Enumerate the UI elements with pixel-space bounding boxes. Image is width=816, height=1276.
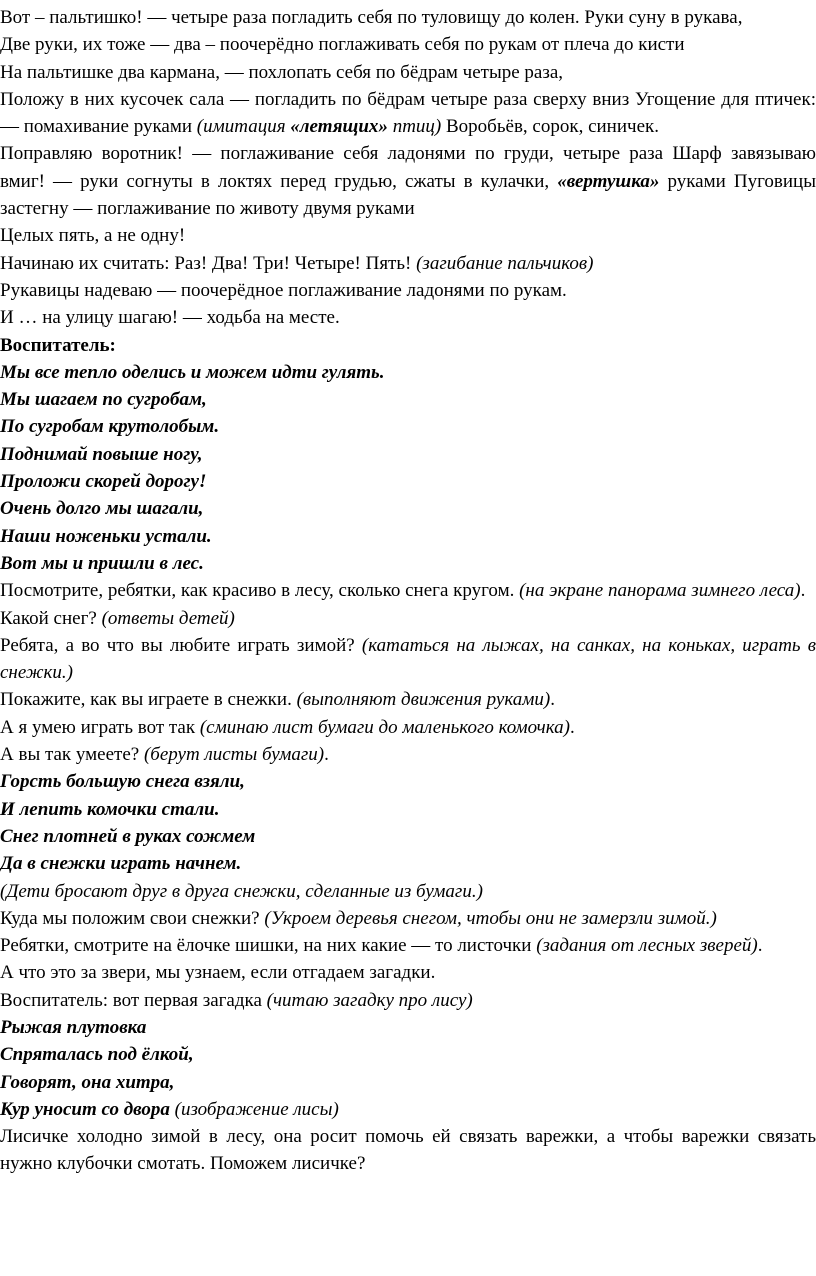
document-page <box>0 4 816 1178</box>
stage-direction: (Дети бросают друг в друга снежки, сделанные из бумаги.) <box>0 880 483 902</box>
text-span: Лисичке холодно зимой в лесу, она росит помочь ей связать варежки, а чтобы варежки связать нужно клубочки смотать. Поможем лисичке? <box>0 1126 816 1175</box>
text-line <box>0 686 816 713</box>
verse-line: Снег плотней в руках сожмем <box>0 825 256 847</box>
text-line <box>0 4 816 31</box>
verse-line: Рыжая плутовка <box>0 1016 147 1038</box>
text-span: Целых пять, а не одну! <box>0 225 186 247</box>
text-span: И … на улицу шагаю! — ходьба на месте. <box>0 307 340 329</box>
text-span: . <box>800 580 806 602</box>
text-paragraph <box>0 577 816 604</box>
text-span: Воспитатель: вот первая загадка <box>0 989 267 1011</box>
italic-span: (читаю загадку про лису) <box>266 989 473 1011</box>
text-line <box>0 959 816 986</box>
text-span: Положу в них кусочек сала — погладить по бёдрам четыре раза сверху вниз Угощение для птичек: — помахивание руками <box>0 88 816 138</box>
text-line <box>0 277 816 304</box>
verse-line: Очень долго мы шагали, <box>0 498 204 520</box>
speaker-label: Воспитатель: <box>0 334 116 356</box>
text-span: Начинаю их считать: Раз! Два! Три! Четыре! Пять! <box>0 252 417 274</box>
verse-line: По сугробам крутолобым. <box>0 416 220 438</box>
verse-line: Да в снежки играть начнем. <box>0 853 242 875</box>
text-span: А я умею играть вот так <box>0 716 200 738</box>
text-span: руками Пуговицы застегну — поглаживание по животу двумя руками <box>0 170 816 220</box>
text-span: . <box>324 744 329 766</box>
verse-line: Мы все тепло оделись и можем идти гулять. <box>0 361 385 383</box>
text-line <box>0 987 816 1014</box>
text-span: На пальтишке два кармана, — похлопать себя по бёдрам четыре раза, <box>0 61 564 83</box>
verse-line: Наши ноженьки устали. <box>0 525 212 547</box>
italic-span: птиц) <box>387 116 442 138</box>
verse-line: Горсть большую снега взяли, <box>0 771 245 793</box>
text-span: Две руки, их тоже — два – поочерёдно поглаживать себя по рукам от плеча до кисти <box>0 34 685 56</box>
text-line <box>0 304 816 331</box>
text-line <box>0 605 816 632</box>
italic-span: (ответы детей) <box>101 607 235 629</box>
italic-span: (загибание пальчиков) <box>416 252 594 274</box>
text-paragraph <box>0 1123 816 1178</box>
text-line <box>0 59 816 86</box>
verse-line <box>0 1096 816 1123</box>
italic-span: (выполняют движения руками) <box>296 689 551 711</box>
text-span: Воробьёв, сорок, синичек. <box>441 116 659 138</box>
verse-line: Мы шагаем по сугробам, <box>0 389 207 411</box>
text-line <box>0 222 816 249</box>
verse-line: Вот мы и пришли в лес. <box>0 552 204 574</box>
text-line <box>0 741 816 768</box>
text-span: Ребятки, смотрите на ёлочке шишки, на них какие — то листочки <box>0 935 537 957</box>
text-span: А что это за звери, мы узнаем, если отгадаем загадки. <box>0 962 436 984</box>
text-span: Ребята, а во что вы любите играть зимой? <box>0 634 362 656</box>
text-span: Рукавицы надеваю — поочерёдное поглаживание ладонями по рукам. <box>0 279 567 301</box>
text-span: А вы так умеете? <box>0 744 144 766</box>
italic-span: (изображение лисы) <box>169 1098 339 1120</box>
verse-span: Кур уносит со двора <box>0 1098 170 1120</box>
text-span: . <box>550 689 555 711</box>
text-span: Куда мы положим свои снежки? <box>0 907 265 929</box>
text-span: Посмотрите, ребятки, как красиво в лесу, сколько снега кругом. <box>0 580 520 602</box>
text-line <box>0 905 816 932</box>
verse-line: Говорят, она хитра, <box>0 1071 175 1093</box>
text-span: . <box>570 716 575 738</box>
bold-italic-span: «вертушка» <box>557 170 660 192</box>
text-paragraph <box>0 932 816 959</box>
verse-line: Спряталась под ёлкой, <box>0 1044 194 1066</box>
verse-line: Проложи скорей дорогу! <box>0 471 207 493</box>
italic-span: (задания от лесных зверей) <box>536 935 758 957</box>
verse-line: Поднимай повыше ногу, <box>0 443 203 465</box>
italic-span: (берут листы бумаги) <box>143 744 325 766</box>
text-line <box>0 714 816 741</box>
text-line <box>0 31 816 58</box>
verse-line: И лепить комочки стали. <box>0 798 220 820</box>
italic-span: (на экране панорама зимнего леса) <box>519 580 801 602</box>
text-span: Поправляю воротник! — поглаживание себя ладонями по груди, четыре раза Шарф завязываю вмиг! — руки согнуты в локтях перед грудью, сжаты в кулачки, <box>0 143 816 192</box>
text-line <box>0 250 816 277</box>
text-span: Вот – пальтишко! — четыре раза погладить себя по туловищу до колен. Руки суну в рукава, <box>0 7 743 28</box>
text-span: Покажите, как вы играете в снежки. <box>0 689 297 711</box>
text-span: . <box>757 935 763 957</box>
text-paragraph <box>0 86 816 141</box>
italic-span: (сминаю лист бумаги до маленького комочка) <box>199 716 570 738</box>
italic-span: (кататься на лыжах, на санках, на коньках, играть в снежки.) <box>0 634 816 684</box>
italic-span: (имитация <box>196 116 291 138</box>
text-span: Какой снег? <box>0 607 102 629</box>
bold-italic-span: «летящих» <box>290 116 388 138</box>
italic-span: (Укроем деревья снегом, чтобы они не замерзли зимой.) <box>264 907 717 929</box>
text-paragraph <box>0 140 816 222</box>
text-paragraph <box>0 632 816 687</box>
